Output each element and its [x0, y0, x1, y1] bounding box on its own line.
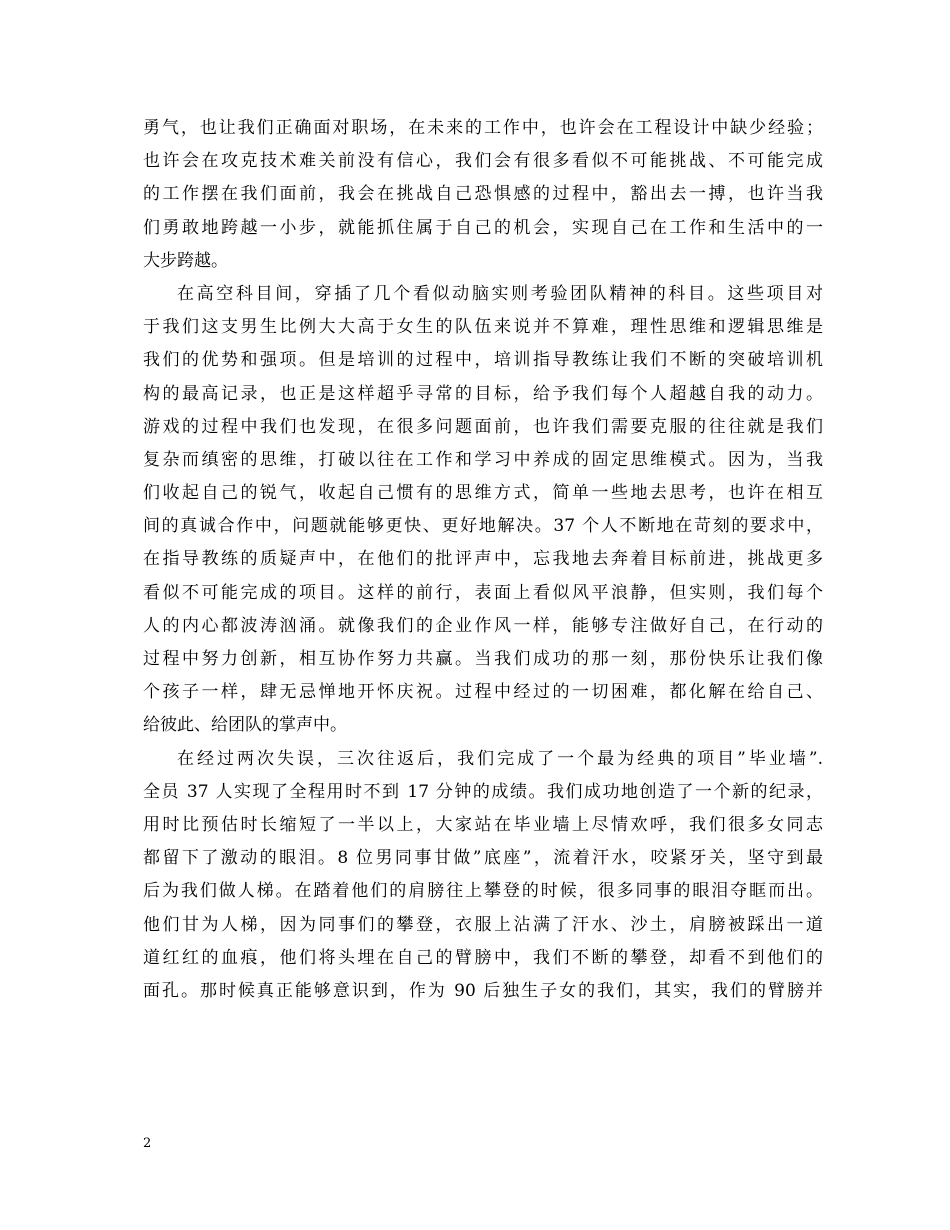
text-line: 勇气，也让我们正确面对职场，在未来的工作中，也许会在工程设计中缺少经验；: [143, 118, 823, 138]
text-line: 道红红的血痕，他们将头埋在自己的臂膀中，我们不断的攀登，却看不到他们的: [143, 947, 823, 968]
body-text: [143, 112, 823, 1008]
text-line: 我们的优势和强项。但是培训的过程中，培训指导教练让我们不断的突破培训机: [143, 350, 823, 371]
text-line: 人的内心都波涛汹涌。就像我们的企业作风一样，能够专注做好自己，在行动的: [143, 615, 823, 636]
text-line: 在高空科目间，穿插了几个看似动脑实则考验团队精神的科目。这些项目对: [177, 283, 823, 304]
text-line: 在经过两次失误，三次往返后，我们完成了一个最为经典的项目”毕业墙”.: [177, 748, 823, 769]
text-line: 用时比预估时长缩短了一半以上，大家站在毕业墙上尽情欢呼，我们很多女同志: [143, 814, 823, 835]
text-line: 看似不可能完成的项目。这样的前行，表面上看似风平浪静，但实则，我们每个: [143, 582, 823, 603]
text-line: 给彼此、给团队的掌声中。: [143, 715, 347, 736]
text-line: 全员 37 人实现了全程用时不到 17 分钟的成绩。我们成功地创造了一个新的纪录，: [143, 781, 823, 802]
text-line: 大步跨越。: [143, 250, 228, 271]
page-number: 2: [143, 1136, 152, 1151]
text-line: 也许会在攻克技术难关前没有信心，我们会有很多看似不可能挑战、不可能完成: [143, 151, 823, 172]
text-line: 游戏的过程中我们也发现，在很多问题面前，也许我们需要克服的往往就是我们: [143, 416, 823, 437]
text-line: 于我们这支男生比例大大高于女生的队伍来说并不算难，理性思维和逻辑思维是: [143, 317, 823, 338]
text-line: 个孩子一样，肆无忌惮地开怀庆祝。过程中经过的一切困难，都化解在给自己、: [143, 682, 823, 703]
text-line: 们勇敢地跨越一小步，就能抓住属于自己的机会，实现自己在工作和生活中的一: [143, 217, 823, 238]
text-line: 在指导教练的质疑声中，在他们的批评声中，忘我地去奔着目标前进，挑战更多: [143, 549, 823, 570]
text-line: 的工作摆在我们面前，我会在挑战自己恐惧感的过程中，豁出去一搏，也许当我: [143, 184, 823, 205]
text-line: 们收起自己的锐气，收起自己惯有的思维方式，简单一些地去思考，也许在相互: [143, 483, 823, 504]
text-line: 面孔。那时候真正能够意识到，作为 90 后独生子女的我们，其实，我们的臂膀并: [143, 980, 823, 1001]
text-line: 构的最高记录，也正是这样超乎寻常的目标，给予我们每个人超越自我的动力。: [143, 383, 823, 404]
text-line: 后为我们做人梯。在踏着他们的肩膀往上攀登的时候，很多同事的眼泪夺眶而出。: [143, 881, 823, 902]
text-line: 过程中努力创新，相互协作努力共赢。当我们成功的那一刻，那份快乐让我们像: [143, 649, 823, 669]
text-line: 复杂而缜密的思维，打破以往在工作和学习中养成的固定思维模式。因为，当我: [143, 449, 823, 470]
text-line: 他们甘为人梯，因为同事们的攀登，衣服上沾满了汗水、沙土，肩膀被踩出一道: [143, 914, 823, 935]
text-line: 间的真诚合作中，问题就能够更快、更好地解决。37 个人不断地在苛刻的要求中，: [143, 516, 823, 537]
text-line: 都留下了激动的眼泪。8 位男同事甘做”底座”，流着汗水，咬紧牙关，坚守到最: [143, 848, 823, 869]
